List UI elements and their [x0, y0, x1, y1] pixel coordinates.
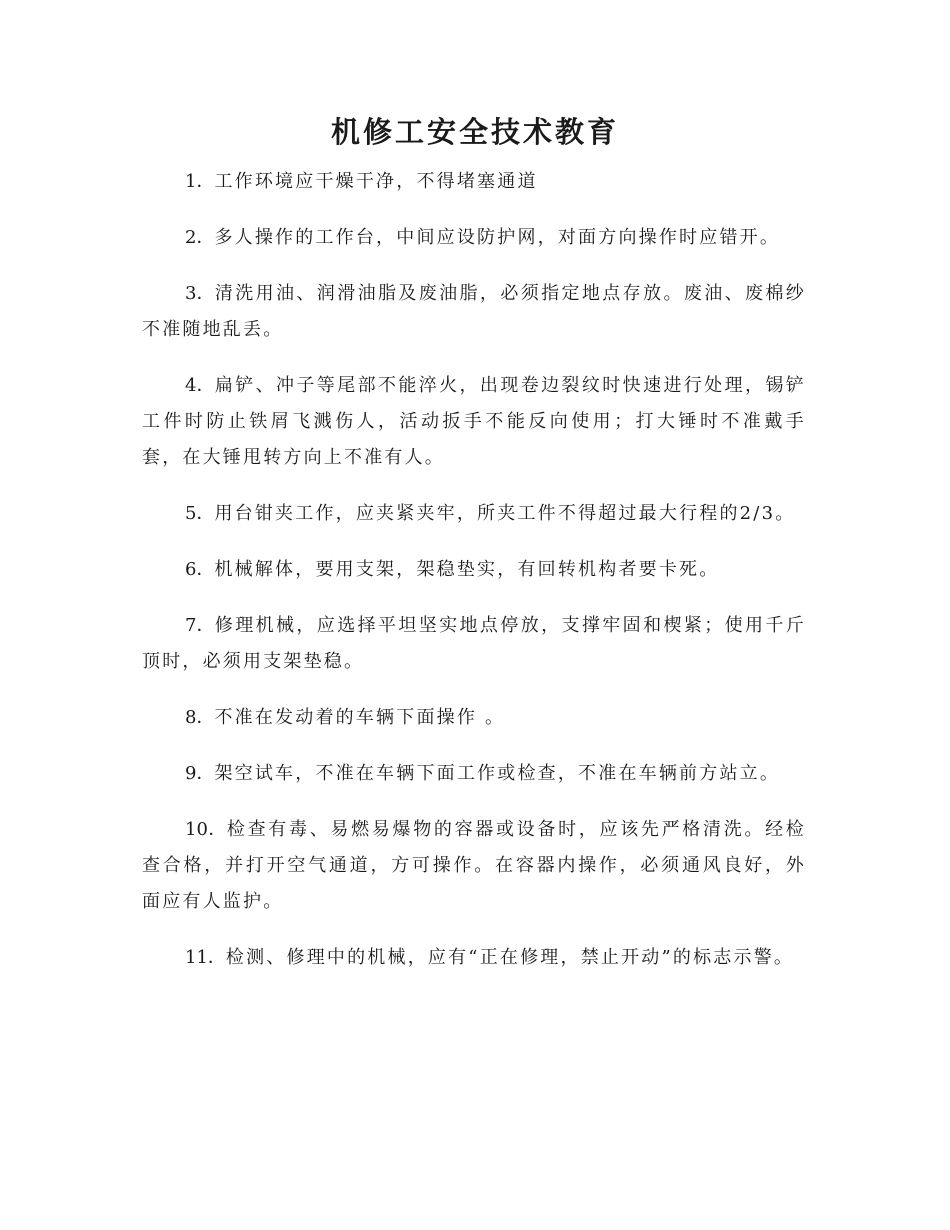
rule-number: 6． — [185, 559, 215, 580]
rule-item — [142, 220, 806, 256]
rule-item — [142, 608, 806, 680]
safety-rules-list — [142, 164, 806, 996]
rule-number: 3． — [185, 283, 215, 304]
rule-text: 机械解体，要用支架，架稳垫实，有回转机构者要卡死。 — [214, 559, 720, 580]
rule-number: 2． — [185, 227, 215, 248]
rule-number: 10． — [185, 819, 227, 840]
rule-number: 1． — [185, 171, 215, 192]
rule-item — [142, 552, 806, 588]
rule-number: 7． — [185, 615, 215, 636]
rule-number: 8． — [185, 707, 215, 728]
rule-item — [142, 368, 806, 476]
rule-number: 4． — [185, 375, 215, 396]
rule-text: 多人操作的工作台，中间应设防护网，对面方向操作时应错开。 — [214, 227, 781, 248]
rule-text: 检测、修理中的机械，应有“正在修理，禁止开动”的标志示警。 — [225, 947, 795, 968]
rule-text: 检查有毒、易燃易爆物的容器或设备时，应该先严格清洗。经检查合格，并打开空气通道，方可操作。在容器内操作，必须通风良好，外面应有人监护。 — [142, 819, 806, 912]
rule-text: 架空试车，不准在车辆下面工作或检查，不准在车辆前方站立。 — [214, 763, 781, 784]
rule-item — [142, 940, 806, 976]
rule-item — [142, 276, 806, 348]
rule-item — [142, 812, 806, 920]
rule-item — [142, 164, 806, 200]
rule-text: 用台钳夹工作，应夹紧夹牢，所夹工件不得超过最大行程的2/3。 — [214, 503, 796, 524]
rule-number: 11． — [185, 947, 226, 968]
document-title: 机修工安全技术教育 — [330, 115, 619, 149]
rule-number: 5． — [185, 503, 215, 524]
rule-text: 扁铲、冲子等尾部不能淬火，出现卷边裂纹时快速进行处理，锡铲工件时防止铁屑飞溅伤人，活动扳手不能反向使用；打大锤时不准戴手套，在大锤甩转方向上不准有人。 — [142, 375, 807, 468]
rule-item — [142, 496, 806, 532]
rule-item — [142, 700, 806, 736]
rule-text: 修理机械，应选择平坦坚实地点停放，支撑牢固和楔紧；使用千斤顶时，必须用支架垫稳。 — [142, 615, 807, 672]
rule-text: 工作环境应干燥干净，不得堵塞通道 — [214, 171, 538, 192]
rule-item — [142, 756, 806, 792]
rule-number: 9． — [185, 763, 215, 784]
rule-text: 不准在发动着的车辆下面操作 。 — [214, 707, 506, 728]
rule-text: 清洗用油、润滑油脂及废油脂，必须指定地点存放。废油、废棉纱不准随地乱丢。 — [142, 283, 807, 340]
